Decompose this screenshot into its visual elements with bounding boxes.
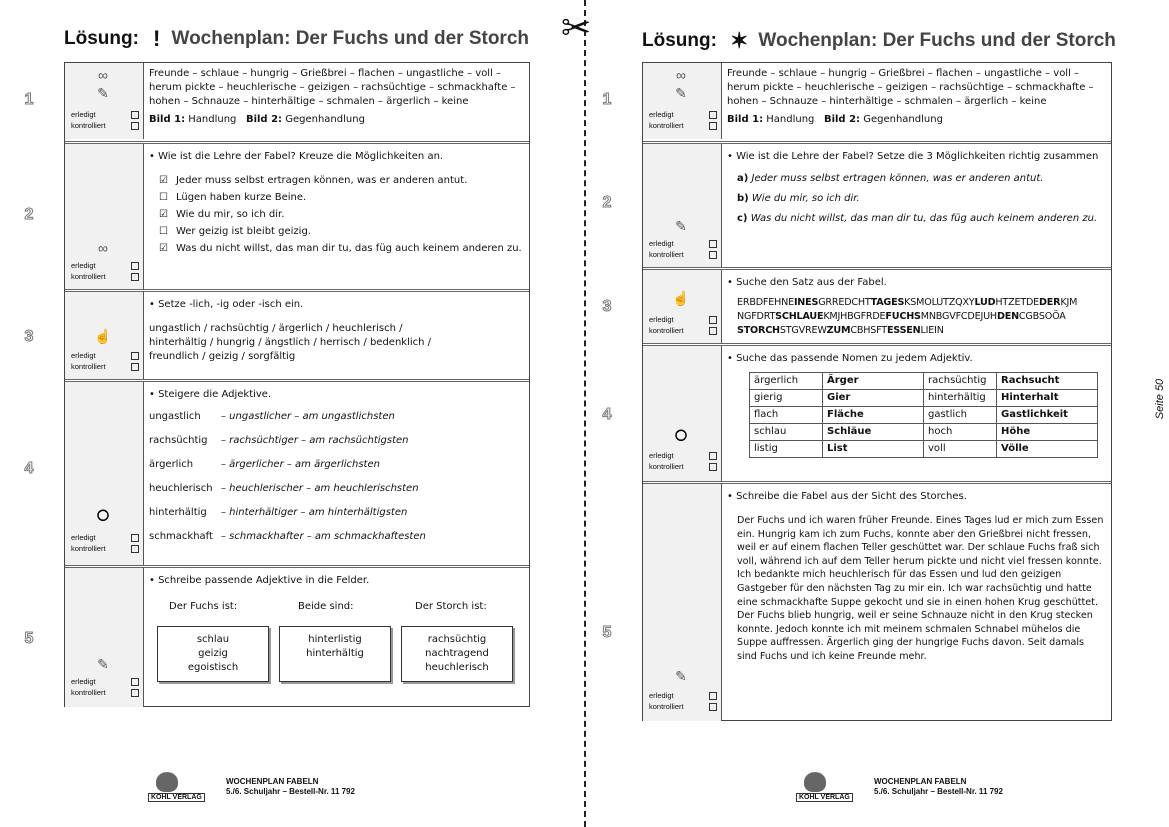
pencil-icon: ✎ (675, 85, 687, 101)
kontrolliert-checkbox[interactable] (131, 689, 139, 697)
option-item: ☐ Wer geizig ist bleibt geizig. (159, 226, 311, 237)
task-row-5: 5 ✎ erledigt kontrolliert • Schreibe passende Adjektive in die Felder. Der Fuchs ist: Beide sind: Der Storch ist: schlau geizig egoistisch hinterlistig hinterhältig rachsüchtig nachtragend heuchlerisch (65, 565, 529, 707)
option-item: ☐ Lügen haben kurze Beine. (159, 192, 307, 203)
table-row: listig List voll Völle (750, 441, 1098, 458)
kontrolliert-checkbox[interactable] (131, 545, 139, 553)
ring-icon: ⭘ (96, 508, 110, 525)
noun-table (749, 372, 1098, 458)
hand-icon: ☝ (672, 290, 690, 306)
scissors-icon: ✂ (561, 7, 592, 48)
option-list (149, 174, 523, 256)
pencil-icon: ✎ (97, 85, 109, 101)
table-row: schlau Schläue hoch Höhe (750, 424, 1098, 441)
ring-icon: ⭘ (674, 428, 688, 445)
pencil-icon: ✎ (675, 218, 687, 234)
option-item: ☑ Was du nicht willst, das man dir tu, das füg auch keinem anderen zu. (159, 243, 522, 254)
erledigt-checkbox[interactable] (131, 352, 139, 360)
task-row-1: 1 ∞ ✎ erledigt kontrolliert Freunde – schlaue – hungrig – Grießbrei – flachen – ungastliche – voll – herum pickte – heuchlerische – geizigen – rachsüchtige – schmackhafte – hohen – Schnauze – hinterhältige – schmalen – ärgerlich – keine Bild 1: Handlung Bild 2: Gegenhandlung (65, 63, 529, 139)
task-table (24, 62, 530, 707)
kontrolliert-checkbox[interactable] (709, 251, 717, 259)
answer-list (737, 172, 1105, 226)
task-table (602, 62, 1112, 721)
option-item: ☑ Jeder muss selbst ertragen können, was er anderen antut. (159, 175, 468, 186)
erledigt-checkbox[interactable] (709, 111, 717, 119)
cut-line (584, 0, 586, 827)
task-row-3: 3 ☝ erledigt kontrolliert • Suche den Satz aus der Fabel. ERBDFEHNEINESGRREDCHTTAGESKSMOLUTZQXYLUDHTZETDEDERKJM NGFDRTSCHLAUEKMJHBGFRDEFUCHSMNBGVFCDEJUHDENCGBSOÖA STORCHSTGVREWZUMCBHSFTESSENLIEIN (643, 267, 1111, 344)
footer: KOHL VERLAG WOCHENPLAN FABELN 5./6. Schuljahr – Bestell-Nr. 11 792 (148, 772, 355, 802)
erledigt-checkbox[interactable] (709, 316, 717, 324)
answer-box-beide: hinterlistig hinterhältig (279, 626, 391, 682)
list-item: hinterhältig – hinterhältiger – am hinterhältigsten (149, 507, 408, 518)
task-row-3: 3 ☝ erledigt kontrolliert • Setze -lich, -ig oder -isch ein. ungastlich / rachsüchtig / ärgerlich / heuchlerisch / hinterhältig / hungrig / ängstlich / herrisch / bedenklich / freundlich / geizig / sorgfältig (65, 289, 529, 380)
table-row: gierig Gier hinterhältig Hinterhalt (750, 390, 1098, 407)
kohl-verlag-logo: KOHL VERLAG (796, 772, 866, 802)
pencil-icon: ✎ (675, 668, 687, 684)
pencil-icon: ✎ (97, 656, 109, 672)
list-item: a) Jeder muss selbst ertragen können, was er anderen antut. (737, 173, 1044, 184)
task-row-5: 5 ✎ erledigt kontrolliert • Schreibe die Fabel aus der Sicht des Storches. Der Fuchs und ich waren früher Freunde. Eines Tages lud er mich zum Essen ein. Hungrig kam ich zum Fuchs, konnte aber den Grießbrei nicht fressen, weil er auf einem flachen Teller geschüttet war. Der schlaue Fuchs fraß sich voll, während ich auf dem Teller herum pickte und nicht viel fressen konnte. Ich bedankte mich heuchlerisch für das Essen und lud den geizigen Gastgeber für den nächsten Tag zu mir ein. Ich war rachsüchtig und hatte eine schmackhafte Suppe gekocht und sie in einen hohen Krug geschüttet. Der Fuchs blieb hungrig, weil er seine Schnauze nicht in den Krug stecken konnte. Jedoch konnte ich mit meinem schmalen Schnabel mühelos die Suppe auffressen. Ärgerlich ging der hungrige Fuchs davon. Seit damals sind Fuchs und ich keine Freunde mehr. (643, 481, 1111, 721)
difficulty-exclamation-icon: ! (153, 26, 161, 51)
story-text: Der Fuchs und ich waren früher Freunde. Eines Tages lud er mich zum Essen ein. Hungrig kam ich zum Fuchs, konnte aber den Grießbrei nicht fressen, weil er auf einem flachen Teller geschüttet war. Der schlaue Fuchs fraß sich voll, während ich auf dem Teller herum pickte und nicht viel fressen konnte. Ich bedankte mich heuchlerisch für das Essen und lud den geizigen Gastgeber für den nächsten Tag zu mir ein. Ich war rachsüchtig und hatte eine schmackhafte Suppe gekocht und sie in einen hohen Krug geschüttet. Der Fuchs blieb hungrig, weil er seine Schnauze nicht in den Krug stecken konnte. Jedoch konnte ich mit meinem schmalen Schnabel mühelos die Suppe auffressen. Ärgerlich ging der hungrige Fuchs davon. Seit damals sind Fuchs und ich keine Freunde mehr. (737, 515, 1104, 662)
list-item: ärgerlich – ärgerlicher – am ärgerlichsten (149, 459, 380, 470)
erledigt-checkbox[interactable] (131, 678, 139, 686)
glasses-icon: ∞ (98, 240, 108, 256)
kontrolliert-checkbox[interactable] (131, 363, 139, 371)
page-title: Lösung: ✶ Wochenplan: Der Fuchs und der Storch (642, 28, 1116, 53)
kontrolliert-checkbox[interactable] (709, 463, 717, 471)
erledigt-checkbox[interactable] (131, 534, 139, 542)
erledigt-checkbox[interactable] (709, 692, 717, 700)
kontrolliert-checkbox[interactable] (131, 273, 139, 281)
task-row-4: 4 ⭘ erledigt kontrolliert • Steigere die Adjektive. ungastlich – ungastlicher – am ungastlichsten rachsüchtig – rachsüchtiger – am rachsüchtigsten ärgerlich – ärgerlicher – am ärgerlichsten heuchlerisch – heuchlerischer – am heuchlerischsten hinterhältig – hinterhältiger – am hinterhältigsten schmackhaft – schmackhafter – am schmackhaftesten (65, 379, 529, 566)
letter-grid: ERBDFEHNEINESGRREDCHTTAGESKSMOLUTZQXYLUDHTZETDEDERKJM NGFDRTSCHLAUEKMJHBGFRDEFUCHSMNBGVFCDEJUHDENCGBSOÖA STORCHSTGVREWZUMCBHSFTESSENLIEIN (737, 297, 1078, 336)
table-row: ärgerlich Ärger rachsüchtig Rachsucht (750, 373, 1098, 390)
task-row-4: 4 ⭘ erledigt kontrolliert • Suche das passende Nomen zu jedem Adjektiv. ärgerlich Ärger rachsüchtig Rachsucht gierig Gier hinterhältig Hinterhalt flach Fläche gastlich Gastlichkeit schlau Schläue hoch Höhe listig List voll Völle (643, 343, 1111, 482)
task-row-2: 2 ✎ erledigt kontrolliert • Wie ist die Lehre der Fabel? Setze die 3 Möglichkeiten richtig zusammen a) Jeder muss selbst ertragen können, was er anderen antut. b) Wie du mir, so ich dir. c) Was du nicht willst, das man dir tu, das füg auch keinem anderen zu. (643, 141, 1111, 268)
difficulty-star-icon: ✶ (729, 28, 749, 53)
answer-box-fuchs: schlau geizig egoistisch (157, 626, 269, 682)
option-item: ☑ Wie du mir, so ich dir. (159, 209, 285, 220)
list-item: b) Wie du mir, so ich dir. (737, 193, 860, 204)
erledigt-checkbox[interactable] (131, 262, 139, 270)
erledigt-checkbox[interactable] (709, 452, 717, 460)
page-title: Lösung: ! Wochenplan: Der Fuchs und der Storch (64, 26, 529, 51)
erledigt-checkbox[interactable] (131, 111, 139, 119)
task-row-1: 1 ∞ ✎ erledigt kontrolliert Freunde – schlaue – hungrig – Grießbrei – flachen – ungastliche – voll – herum pickte – heuchlerische – geizigen – rachsüchtige – schmackhafte – hohen – Schnauze – hinterhältige – schmalen – ärgerlich – keine Bild 1: Handlung Bild 2: Gegenhandlung (643, 63, 1111, 139)
kontrolliert-checkbox[interactable] (709, 327, 717, 335)
kontrolliert-checkbox[interactable] (709, 122, 717, 130)
word-list: Freunde – schlaue – hungrig – Grießbrei – flachen – ungastliche – voll – herum pickte – heuchlerische – geizigen – rachsüchtige – schmackhafte – hohen – Schnauze – hinterhältige – schmalen – ärgerlich – keine (727, 68, 1094, 107)
answer-box-storch: rachsüchtig nachtragend heuchlerisch (401, 626, 513, 682)
comparison-list (149, 410, 523, 544)
kontrolliert-checkbox[interactable] (131, 122, 139, 130)
footer: KOHL VERLAG WOCHENPLAN FABELN 5./6. Schuljahr – Bestell-Nr. 11 792 (796, 772, 1003, 802)
list-item: rachsüchtig – rachsüchtiger – am rachsüchtigsten (149, 435, 409, 446)
word-list: Freunde – schlaue – hungrig – Grießbrei – flachen – ungastliche – voll – herum pickte – heuchlerische – geizigen – rachsüchtige – schmackhafte – hohen – Schnauze – hinterhältige – schmalen – ärgerlich – keine (149, 68, 516, 107)
kontrolliert-checkbox[interactable] (709, 703, 717, 711)
page-number: Seite 50 (1154, 378, 1167, 420)
table-row: flach Fläche gastlich Gastlichkeit (750, 407, 1098, 424)
hand-icon: ☝ (94, 328, 112, 344)
task-row-2: 2 ∞ erledigt kontrolliert • Wie ist die Lehre der Fabel? Kreuze die Möglichkeiten an. ☑ Jeder muss selbst ertragen können, was er anderen antut. ☐ Lügen haben kurze Beine. ☑ Wie du mir, so ich dir. ☐ Wer geizig ist bleibt geizig. ☑ Was du nicht willst, das man dir tu, das füg auch keinem anderen zu. (65, 141, 529, 290)
glasses-icon: ∞ (98, 67, 108, 83)
list-item: c) Was du nicht willst, das man dir tu, das füg auch keinem anderen zu. (737, 213, 1098, 224)
list-item: schmackhaft – schmackhafter – am schmackhaftesten (149, 531, 426, 542)
glasses-icon: ∞ (676, 67, 686, 83)
kohl-verlag-logo: KOHL VERLAG (148, 772, 218, 802)
list-item: heuchlerisch – heuchlerischer – am heuchlerischsten (149, 483, 419, 494)
erledigt-checkbox[interactable] (709, 240, 717, 248)
list-item: ungastlich – ungastlicher – am ungastlichsten (149, 411, 395, 422)
